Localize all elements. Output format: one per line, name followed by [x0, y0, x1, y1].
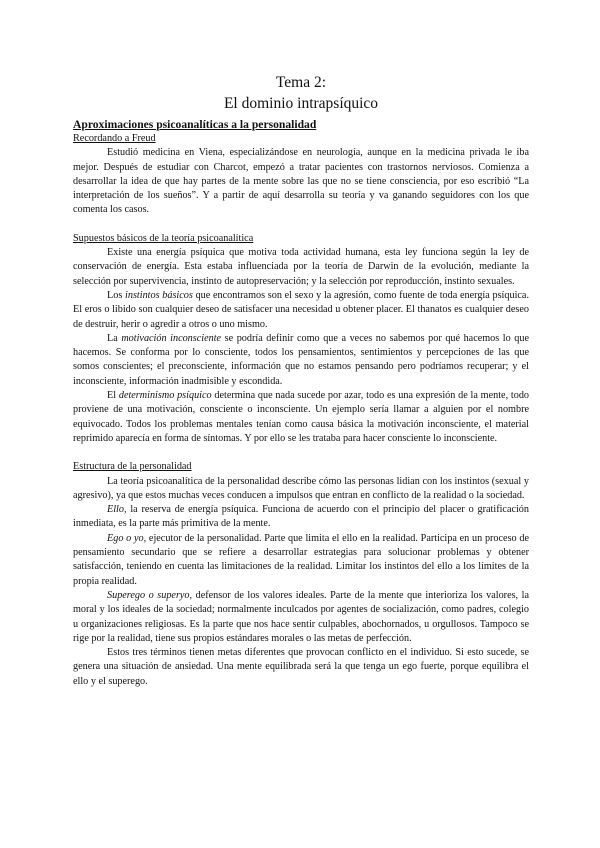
text-run: ejecutor de la personalidad. Parte que limita el ello en la realidad. Participa en un proceso de pensamiento secundario que se refiere a desarrollar estrategias para solucionar problemas y obtener satisfacción, teniendo en cuenta las limitaciones de la realidad. Limitar los instintos del ello a los límites de la propia realidad. [73, 532, 529, 587]
emphasis-superego: Superego o superyo, [107, 589, 193, 601]
emphasis-instintos-basicos: instintos básicos [125, 289, 193, 301]
paragraph-freud: Estudió medicina en Viena, especializándose en neurología, aunque en la medicina privada le iba mejor. Después de estudiar con Charcot, empezó a tratar pacientes con trastornos nerviosos. Comienza a desarrollar la idea de que hay partes de la mente sobre las que no se tiene consciencia, por eso escribió “La interpretación de los sueños”. Y a partir de aquí desarrolla su teoría y va ganando seguidores con los que comenta los casos. [73, 147, 529, 216]
document-page [73, 72, 529, 689]
subheading-recordando-a-freud: Recordando a Freud [73, 133, 156, 144]
emphasis-motivacion-inconsciente: motivación inconsciente [121, 332, 222, 344]
paragraph-energia-psiquica: Existe una energía psíquica que motiva toda actividad humana, esta ley funciona según la ley de conservación de energía. Esta estaba influenciada por la teoría de Darwin de la evolución, mediante la selección por supervivencia, instinto de autopreservación; y la selección por reproducción, instinto sexuales. [73, 247, 529, 287]
text-run: defensor de los valores ideales. Parte de la mente que interioriza los valores, la moral y los ideales de la sociedad; normalmente inculcados por agentes de socialización, como padres, colegio u organizaciones religiosas. Es la parte que nos hace sentir culpables, abochornados, u orgullosos. Tampoco se rige por la realidad, tiene sus propios estándares morales o las metas de perfección. [73, 589, 529, 644]
paragraph-superego [73, 589, 529, 646]
emphasis-determinismo-psiquico: determinismo psíquico [118, 390, 212, 402]
paragraph-ello [73, 503, 529, 532]
spacer [73, 218, 529, 232]
text-run: se podría definir como que a veces no sabemos por qué hacemos lo que hacemos. Se conforma por lo consciente, todos los pensamientos, sentimientos y percepciones de las que somos conscientes; el preconsciente, información que no estamos pensando pero podríamos recuperar; y el inconsciente, información inadmisible y escondida. [73, 332, 529, 387]
emphasis-ello: Ello, [107, 504, 127, 516]
text-run: la reserva de energía psíquica. Funciona de acuerdo con el principio del placer o gratificación inmediata, es la parte más primitiva de la mente. [73, 504, 529, 530]
paragraph-instintos-basicos [73, 289, 529, 332]
document-title-line-1: Tema 2: [275, 74, 327, 91]
text-run: La [107, 332, 122, 344]
subheading-estructura-personalidad: Estructura de la personalidad [73, 461, 192, 473]
emphasis-ego: Ego o yo, [107, 532, 147, 544]
paragraph-motivacion-inconsciente [73, 332, 529, 389]
paragraph-ego [73, 532, 529, 589]
text-run: El [107, 390, 119, 402]
subheading-supuestos-basicos: Supuestos básicos de la teoría psicoanalítica [73, 232, 254, 244]
paragraph-teoria-psicoanalitica: La teoría psicoanalítica de la personalidad describe cómo las personas lidian con los instintos (sexual y agresivo), ya que estos muchas veces conducen a impulsos que entran en conflicto de la realidad o la sociedad. [73, 475, 529, 501]
spacer [73, 446, 529, 460]
section-heading: Aproximaciones psicoanalíticas a la personalidad [73, 118, 317, 131]
text-run: Los [107, 289, 126, 301]
text-run: determina que nada sucede por azar, todo es una expresión de la mente, todo proviene de una motivación, consciente o inconsciente. Un ejemplo sería llamar a alguien por el nombre equivocado. Todos los problemas mentales tenían como causa básica la motivación inconsciente, el material reprimido aparecía en forma de síntomas. Y por ello se les trataba para hacer consciente lo inconsciente. [73, 390, 530, 444]
paragraph-determinismo-psiquico [73, 389, 529, 446]
paragraph-conflicto: Estos tres términos tienen metas diferentes que provocan conflicto en el individuo. Si esto sucede, se genera una situación de ansiedad. Una mente equilibrada será la que tenga un ego fuerte, porque equilibra el ello y el superego. [73, 647, 529, 687]
text-run: que encontramos son el sexo y la agresión, como fuente de toda energía psíquica. El eros o libido son cualquier deseo de satisfacer una necesidad u obtener placer. El thanatos es cualquier deseo de destruir, herir o agredir a otros o uno mismo. [73, 289, 529, 330]
document-title-line-2: El dominio intrapsíquico [223, 95, 379, 112]
